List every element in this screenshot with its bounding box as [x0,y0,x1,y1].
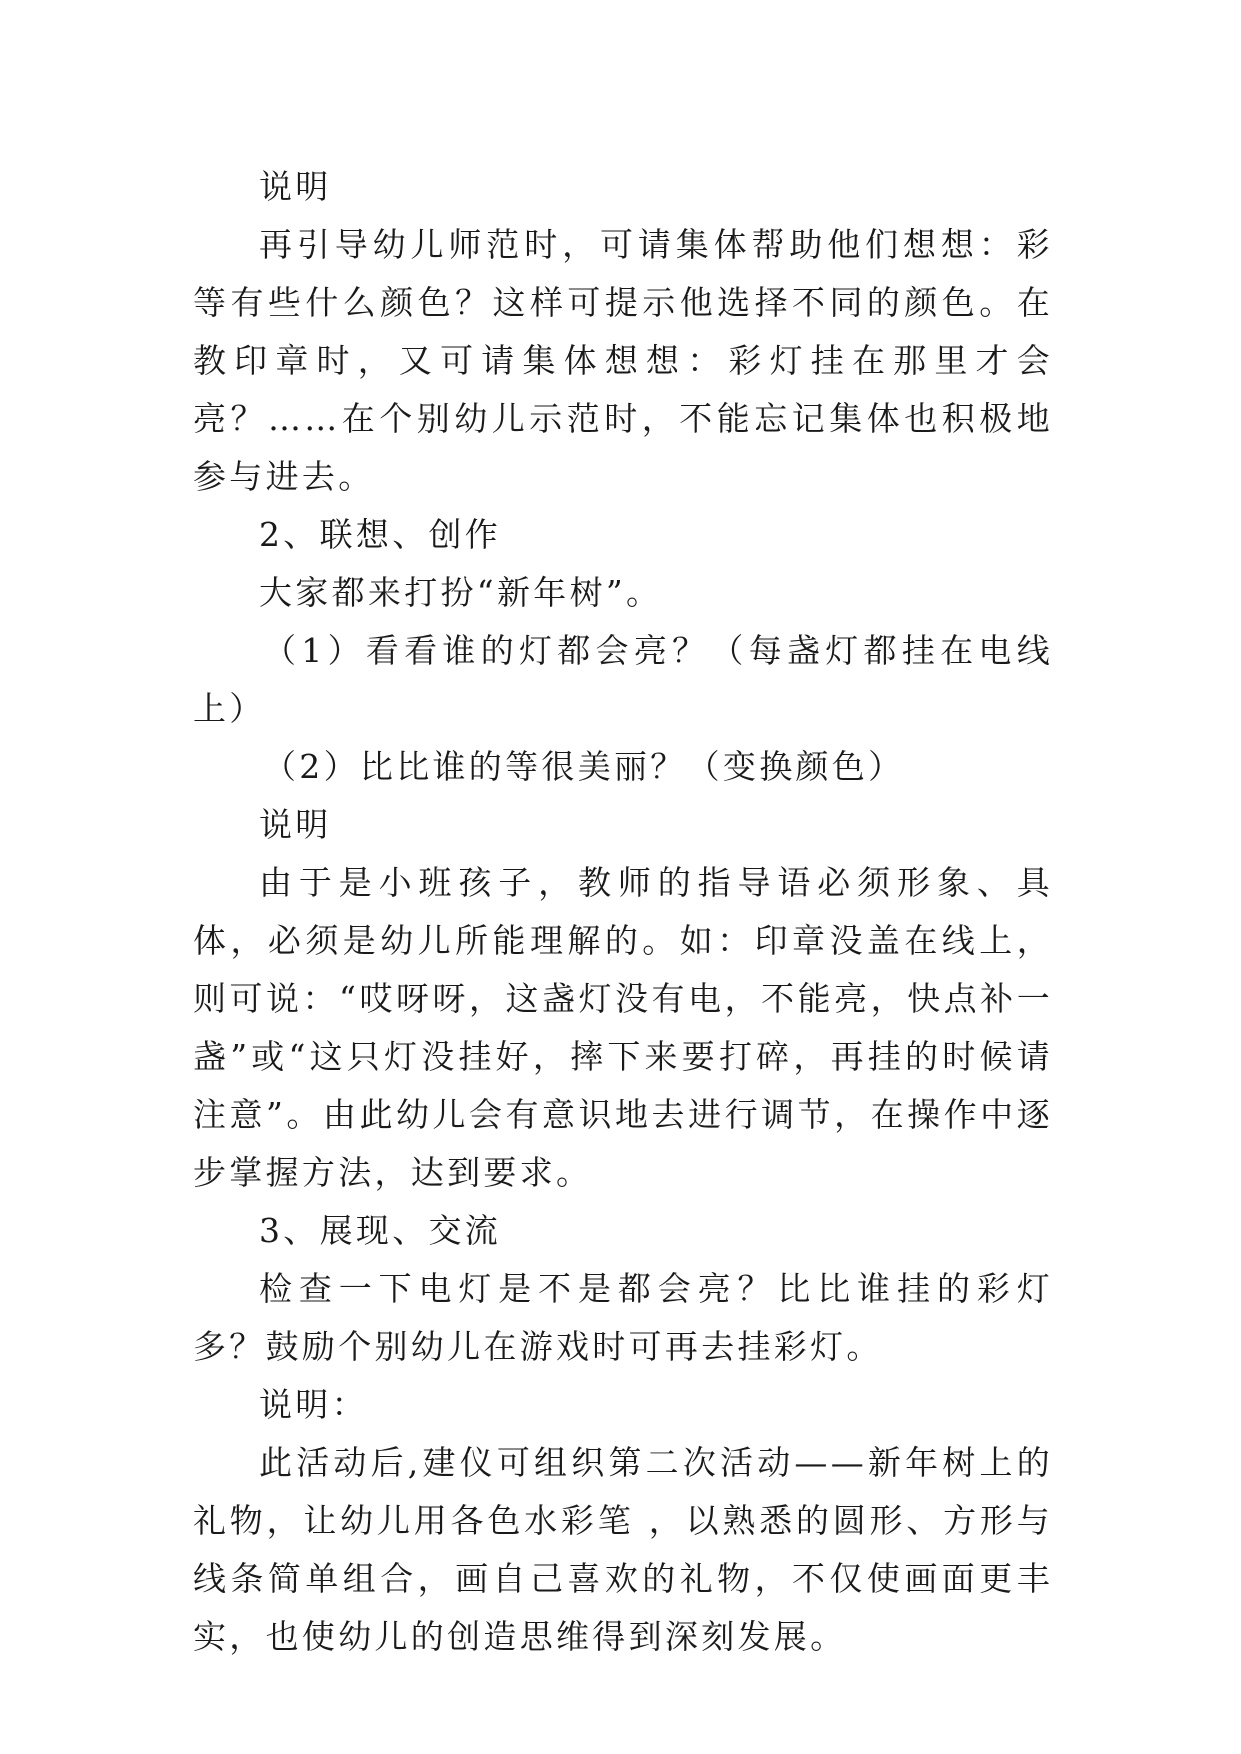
body-paragraph: 检查一下电灯是不是都会亮？比比谁挂的彩灯多？鼓励个别幼儿在游戏时可再去挂彩灯。 [193,1269,1053,1366]
list-item: （1）看看谁的灯都会亮？（每盏灯都挂在电线上） [193,631,1053,728]
section-heading-note: 说明： [259,1385,368,1424]
section-heading-note: 说明 [259,167,332,206]
document-body [193,158,1053,1666]
body-paragraph: 此活动后,建仪可组织第二次活动——新年树上的礼物，让幼儿用各色水彩笔 ，以熟悉的圆形、方形与线条简单组合，画自己喜欢的礼物，不仅使画面更丰实，也使幼儿的创造思维得到深刻发展。 [193,1443,1053,1656]
section-heading-note: 说明 [259,805,332,844]
list-item: （2）比比谁的等很美丽？（变换颜色） [263,747,905,786]
body-paragraph: 由于是小班孩子，教师的指导语必须形象、具体，必须是幼儿所能理解的。如：印章没盖在线上，则可说：“哎呀呀，这盏灯没有电，不能亮，快点补一盏”或“这只灯没挂好，摔下来要打碎，再挂的时候请注意”。由此幼儿会有意识地去进行调节，在操作中逐步掌握方法，达到要求。 [193,863,1053,1192]
section-heading: 2、联想、创作 [259,515,502,554]
body-paragraph: 大家都来打扮“新年树”。 [259,573,663,612]
body-paragraph: 再引导幼儿师范时，可请集体帮助他们想想：彩等有些什么颜色？这样可提示他选择不同的颜色。在教印章时，又可请集体想想：彩灯挂在那里才会亮？……在个别幼儿示范时，不能忘记集体也积极地参与进去。 [193,225,1053,496]
section-heading: 3、展现、交流 [259,1211,502,1250]
